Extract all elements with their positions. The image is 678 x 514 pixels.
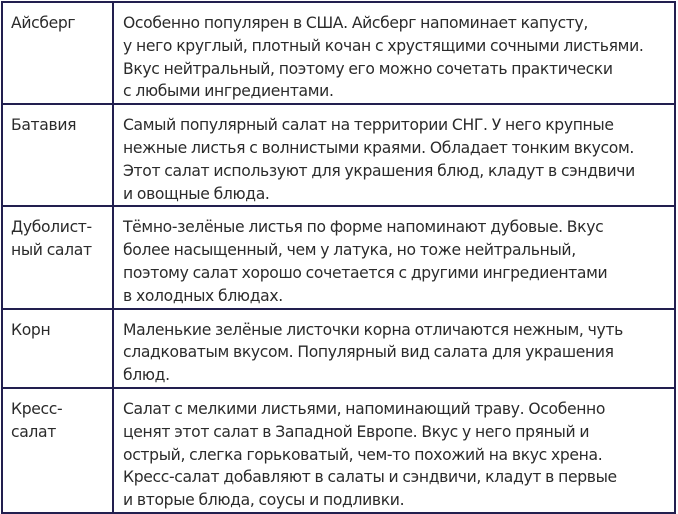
description-line: с любыми ингредиентами. <box>123 82 334 101</box>
description-line: Тёмно-зелёные листья по форме напоминают дубовые. Вкус <box>123 218 604 237</box>
description-line: и вторые блюда, соусы и подливки. <box>123 491 405 510</box>
description-line: Маленькие зелёные листочки корна отличаются нежным, чуть <box>123 320 623 339</box>
salad-name-cell <box>2 2 113 104</box>
salad-description-cell <box>113 206 675 308</box>
description-line: Кресс-салат добавляют в салаты и сэндвичи, кладут в первые <box>123 468 617 487</box>
salad-name-cell <box>2 206 113 308</box>
salad-name: Айсберг <box>11 14 76 32</box>
description-line: у него круглый, плотный кочан с хрустящими сочными листьями. <box>123 36 644 55</box>
salad-name-cell <box>2 309 113 388</box>
table-row-corn-salad <box>2 309 675 388</box>
salad-name-cell <box>2 388 113 513</box>
salad-name: салат <box>11 422 56 441</box>
table-row-batavia <box>2 104 675 206</box>
salad-description-cell <box>113 104 675 206</box>
salad-name: Батавия <box>11 116 77 135</box>
description-line: в холодных блюдах. <box>123 286 283 305</box>
salad-description-cell <box>113 388 675 513</box>
salad-description-cell <box>113 309 675 388</box>
description-line: Этот салат используют для украшения блюд, кладут в сэндвичи <box>123 161 635 180</box>
description-line: сладковатым вкусом. Популярный вид салата для украшения <box>123 343 614 362</box>
description-line: Салат с мелкими листьями, напоминающий траву. Особенно <box>123 399 606 418</box>
salad-name: Дуболист- <box>11 218 92 237</box>
table-row-cress <box>2 388 675 513</box>
table-row-iceberg <box>2 2 675 104</box>
description-line: Самый популярный салат на территории СНГ. У него крупные <box>123 116 614 135</box>
description-line: и овощные блюда. <box>123 184 270 203</box>
description-line: Особенно популярен в США. Айсберг напоминает капусту, <box>123 14 589 32</box>
description-line: нежные листья с волнистыми краями. Обладает тонким вкусом. <box>123 138 634 157</box>
salad-name: ный салат <box>11 241 92 260</box>
description-line: Вкус нейтральный, поэтому его можно сочетать практически <box>123 59 613 78</box>
description-line: острый, слегка горьковатый, чем-то похожий на вкус хрена. <box>123 445 603 464</box>
salad-name-cell <box>2 104 113 206</box>
salad-description-cell <box>113 2 675 104</box>
description-line: более насыщенный, чем у латука, но тоже нейтральный, <box>123 241 576 260</box>
description-line: блюд. <box>123 366 170 385</box>
description-line: поэтому салат хорошо сочетается с другими ингредиентами <box>123 263 608 282</box>
salad-name: Корн <box>11 320 51 339</box>
description-line: ценят этот салат в Западной Европе. Вкус у него пряный и <box>123 422 590 441</box>
table-row-oakleaf <box>2 206 675 308</box>
salad-types-table <box>1 1 676 514</box>
salad-name: Кресс- <box>11 399 63 418</box>
